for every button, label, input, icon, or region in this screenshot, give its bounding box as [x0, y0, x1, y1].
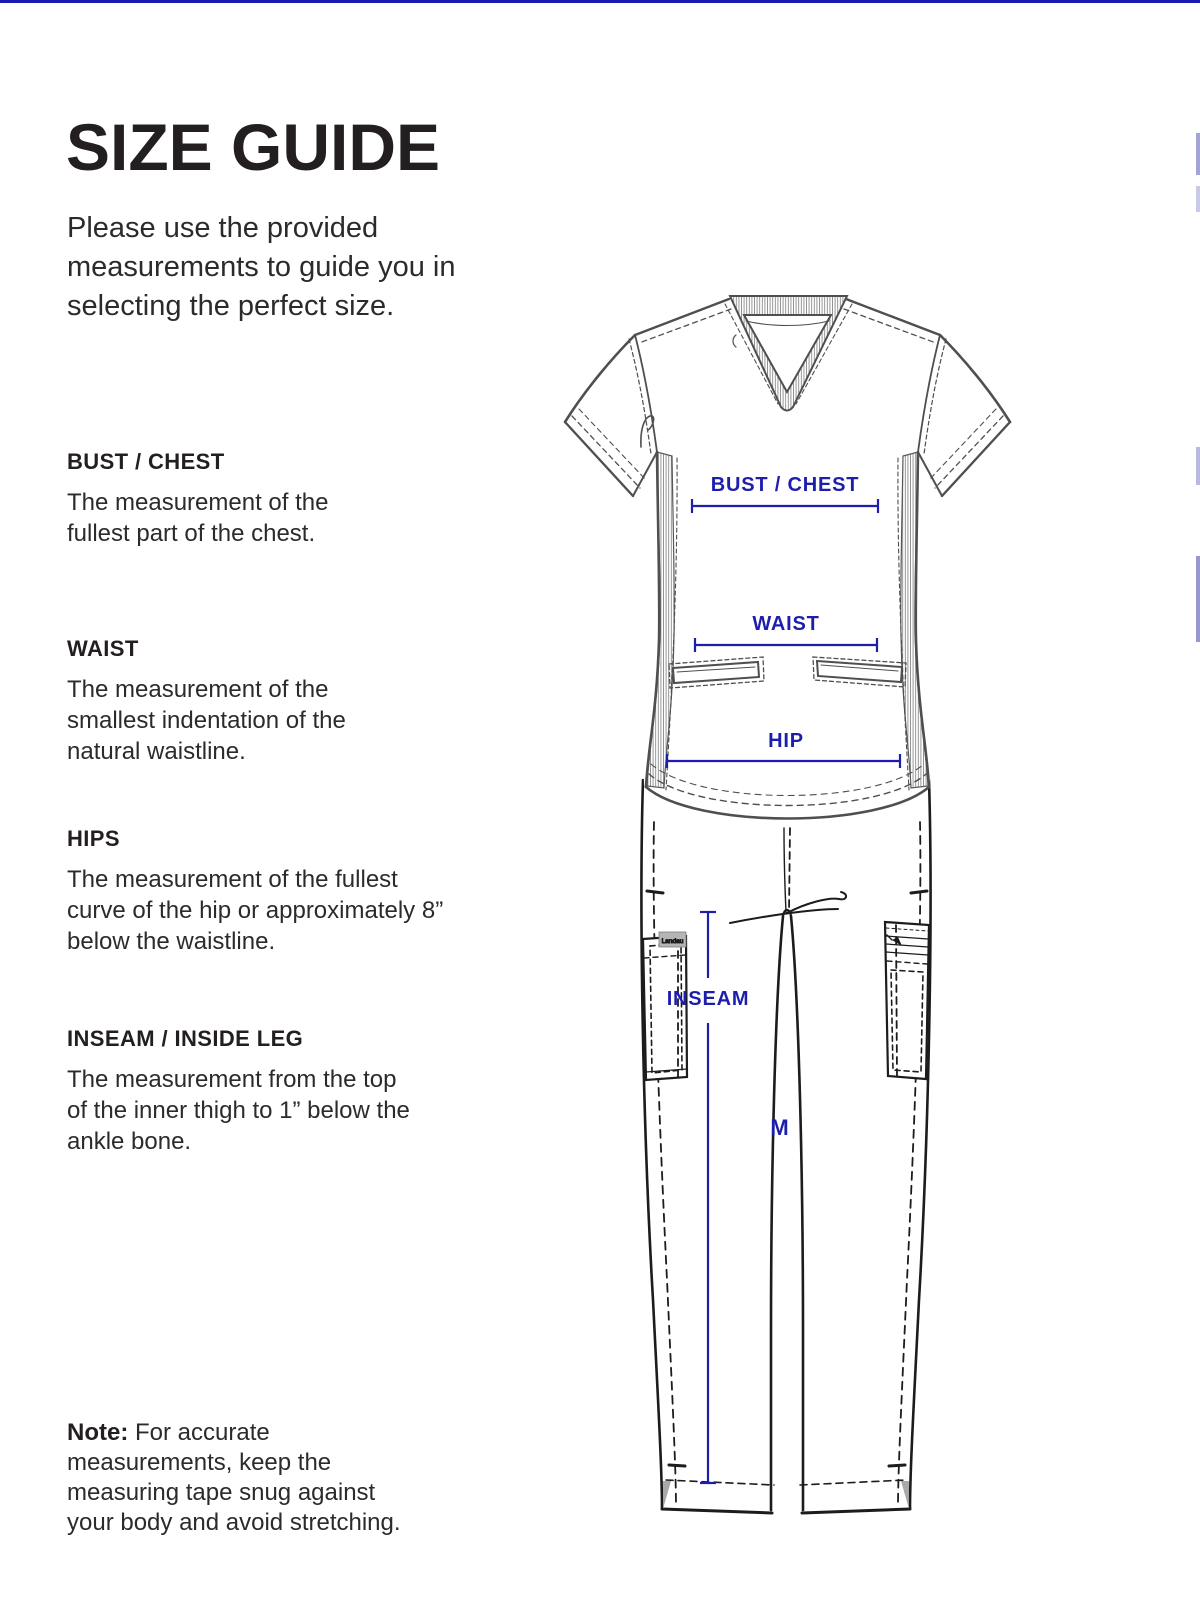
intro-text: Please use the provided measurements to guide you in selecting the perfect size.	[67, 212, 456, 322]
note-body: For accurate measurements, keep the measuring tape snug against your body and avoid stretching.	[67, 1419, 401, 1536]
inseam-measure-label: INSEAM	[666, 988, 750, 1010]
section-heading: HIPS	[67, 826, 120, 851]
section-body: The measurement of the fullest curve of the hip or approximately 8” below the waistline.	[67, 866, 444, 955]
hip-measure-label: HIP	[768, 730, 804, 752]
top-accent-border	[0, 0, 1200, 3]
pocket-brand-tag: Landau	[661, 938, 684, 945]
section-body: The measurement of the fullest part of the chest.	[67, 489, 329, 547]
note-label: Note:	[67, 1419, 129, 1446]
scrubs-measurement-diagram	[540, 280, 1060, 1520]
page-title: SIZE GUIDE	[66, 110, 441, 185]
section-heading: INSEAM / INSIDE LEG	[67, 1026, 304, 1051]
bust-measure-label: BUST / CHEST	[710, 474, 860, 496]
section-waist	[67, 636, 402, 767]
edge-artifact	[1196, 447, 1200, 485]
waist-measure-label: WAIST	[752, 613, 820, 635]
section-heading: WAIST	[67, 636, 139, 661]
section-body: The measurement from the top of the inner thigh to 1” below the ankle bone.	[67, 1066, 410, 1155]
edge-artifact	[1196, 133, 1200, 175]
edge-artifact	[1196, 186, 1200, 212]
edge-artifact	[1196, 556, 1200, 642]
section-bust-chest	[67, 449, 372, 549]
right-cargo-pocket	[885, 922, 929, 1079]
scrub-pants-drawing	[641, 780, 930, 1513]
size-label: M	[770, 1115, 790, 1140]
section-heading: BUST / CHEST	[67, 449, 225, 474]
note-text	[67, 1418, 419, 1538]
section-hips	[67, 826, 459, 957]
section-inseam	[67, 1026, 419, 1157]
section-body: The measurement of the smallest indentation of the natural waistline.	[67, 676, 346, 765]
